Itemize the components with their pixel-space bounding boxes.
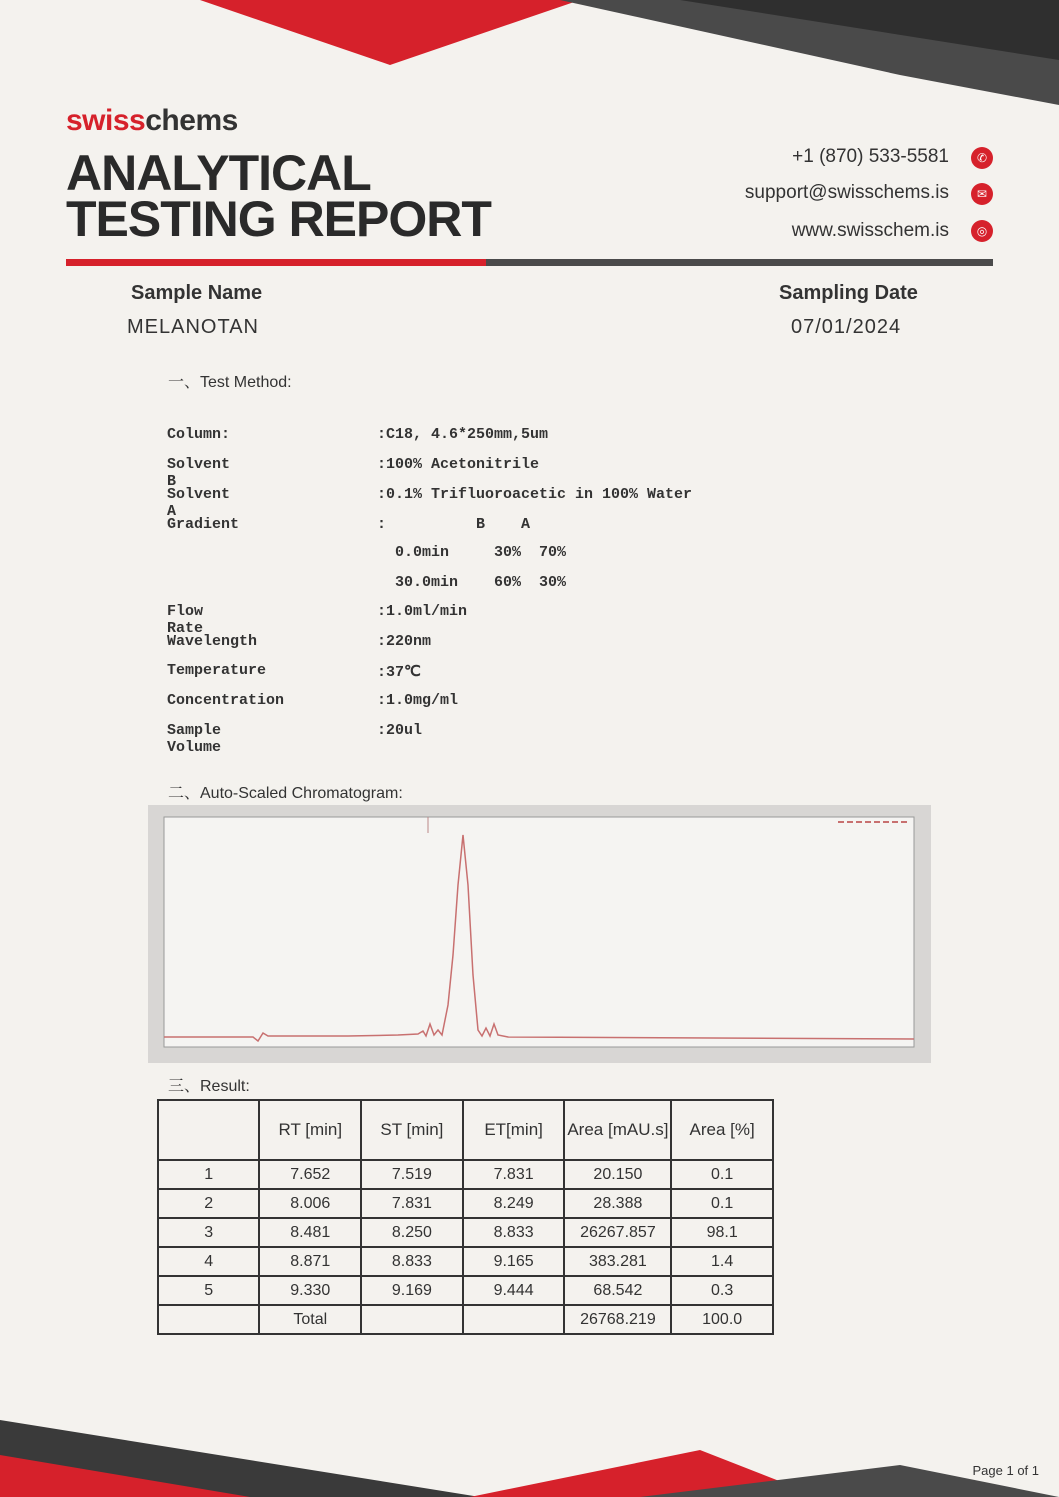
method-value: :37℃ bbox=[377, 664, 421, 681]
result-heading: 三、Result: bbox=[168, 1078, 250, 1095]
table-cell: 9.169 bbox=[361, 1276, 463, 1305]
table-cell: 68.542 bbox=[564, 1276, 671, 1305]
report-title bbox=[66, 145, 491, 247]
table-cell: 26267.857 bbox=[564, 1218, 671, 1247]
method-value: :1.0ml/min bbox=[377, 603, 468, 620]
logo-part-1: sw bbox=[66, 104, 106, 137]
table-cell: 9.165 bbox=[463, 1247, 565, 1276]
header-decoration bbox=[0, 0, 1059, 110]
table-cell bbox=[158, 1305, 259, 1334]
table-cell: 7.652 bbox=[259, 1160, 361, 1189]
table-header-cell: Area [mAU.s] bbox=[564, 1100, 671, 1160]
table-cell: 8.481 bbox=[259, 1218, 361, 1247]
table-cell bbox=[361, 1305, 463, 1334]
method-value: :1.0mg/ml bbox=[377, 692, 459, 709]
table-row bbox=[158, 1247, 773, 1276]
method-key: Wavelength bbox=[167, 633, 258, 650]
method-key: Solvent B bbox=[167, 456, 231, 490]
method-value: :0.1% Trifluoroacetic in 100% Water bbox=[377, 486, 693, 503]
separator-gray bbox=[486, 259, 993, 266]
table-cell: 9.444 bbox=[463, 1276, 565, 1305]
method-key: Sample Volume bbox=[167, 722, 222, 756]
method-key: Gradient bbox=[167, 516, 240, 533]
table-header-cell bbox=[158, 1100, 259, 1160]
table-cell: 1.4 bbox=[671, 1247, 773, 1276]
globe-icon: ◎ bbox=[971, 220, 993, 242]
table-cell: 3 bbox=[158, 1218, 259, 1247]
table-cell: 20.150 bbox=[564, 1160, 671, 1189]
table-cell bbox=[463, 1305, 565, 1334]
sample-name-value: MELANOTAN bbox=[127, 316, 259, 338]
table-cell: 100.0 bbox=[671, 1305, 773, 1334]
chromatogram-heading: 二、Auto-Scaled Chromatogram: bbox=[168, 785, 403, 802]
method-key: Temperature bbox=[167, 662, 267, 679]
separator-red bbox=[66, 259, 486, 266]
table-cell: 8.249 bbox=[463, 1189, 565, 1218]
table-cell: 8.833 bbox=[361, 1247, 463, 1276]
method-key: Concentration bbox=[167, 692, 285, 709]
sampling-date-label: Sampling Date bbox=[779, 282, 918, 304]
phone-icon: ✆ bbox=[971, 147, 993, 169]
table-cell: 1 bbox=[158, 1160, 259, 1189]
table-cell: 383.281 bbox=[564, 1247, 671, 1276]
logo-part-3: ss bbox=[112, 104, 146, 137]
contact-email[interactable]: support@swisschems.is bbox=[744, 182, 949, 203]
footer-decoration bbox=[0, 1400, 1059, 1497]
sampling-date-value: 07/01/2024 bbox=[791, 316, 902, 338]
test-method-heading: 一、Test Method: bbox=[168, 374, 292, 391]
table-cell: 8.833 bbox=[463, 1218, 565, 1247]
table-header-row bbox=[158, 1100, 773, 1160]
mail-icon: ✉ bbox=[971, 183, 993, 205]
table-cell: 98.1 bbox=[671, 1218, 773, 1247]
table-cell: 8.006 bbox=[259, 1189, 361, 1218]
method-value: :100% Acetonitrile bbox=[377, 456, 540, 473]
logo-part-4: chems bbox=[145, 104, 238, 137]
table-row bbox=[158, 1160, 773, 1189]
method-key: Solvent A bbox=[167, 486, 231, 520]
brand-logo bbox=[66, 104, 238, 138]
method-value: 30.0min 60% 30% bbox=[377, 574, 567, 591]
table-cell: 0.3 bbox=[671, 1276, 773, 1305]
table-cell: 0.1 bbox=[671, 1189, 773, 1218]
table-total-row bbox=[158, 1305, 773, 1334]
title-line-2: TESTING REPORT bbox=[66, 191, 491, 247]
table-row bbox=[158, 1276, 773, 1305]
method-key: Flow Rate bbox=[167, 603, 204, 637]
table-header-cell: Area [%] bbox=[671, 1100, 773, 1160]
table-header-cell: ET[min] bbox=[463, 1100, 565, 1160]
page-number: Page 1 of 1 bbox=[972, 1463, 1039, 1478]
contact-website[interactable]: www.swisschem.is bbox=[791, 220, 949, 241]
table-cell: 8.250 bbox=[361, 1218, 463, 1247]
table-cell: 7.831 bbox=[463, 1160, 565, 1189]
table-cell: Total bbox=[259, 1305, 361, 1334]
table-header-cell: ST [min] bbox=[361, 1100, 463, 1160]
table-cell: 7.831 bbox=[361, 1189, 463, 1218]
method-value: :220nm bbox=[377, 633, 432, 650]
contact-phone[interactable]: +1 (870) 533-5581 bbox=[792, 146, 949, 167]
table-cell: 2 bbox=[158, 1189, 259, 1218]
table-cell: 8.871 bbox=[259, 1247, 361, 1276]
table-header-cell: RT [min] bbox=[259, 1100, 361, 1160]
table-row bbox=[158, 1218, 773, 1247]
method-value: : B A bbox=[377, 516, 531, 533]
table-cell: 7.519 bbox=[361, 1160, 463, 1189]
method-value: 0.0min 30% 70% bbox=[377, 544, 567, 561]
method-key: Column: bbox=[167, 426, 231, 443]
table-cell: 9.330 bbox=[259, 1276, 361, 1305]
table-cell: 5 bbox=[158, 1276, 259, 1305]
chromatogram-plot bbox=[148, 805, 931, 1063]
title-line-1: ANALYTICAL bbox=[66, 145, 371, 201]
table-row bbox=[158, 1189, 773, 1218]
table-cell: 26768.219 bbox=[564, 1305, 671, 1334]
table-cell: 4 bbox=[158, 1247, 259, 1276]
sample-name-label: Sample Name bbox=[131, 282, 263, 304]
chromatogram-image bbox=[148, 805, 931, 1063]
table-cell: 28.388 bbox=[564, 1189, 671, 1218]
table-cell: 0.1 bbox=[671, 1160, 773, 1189]
logo-part-2: i bbox=[105, 104, 113, 137]
method-value: :20ul bbox=[377, 722, 423, 739]
method-value: :C18, 4.6*250mm,5um bbox=[377, 426, 549, 443]
result-table bbox=[157, 1099, 774, 1335]
